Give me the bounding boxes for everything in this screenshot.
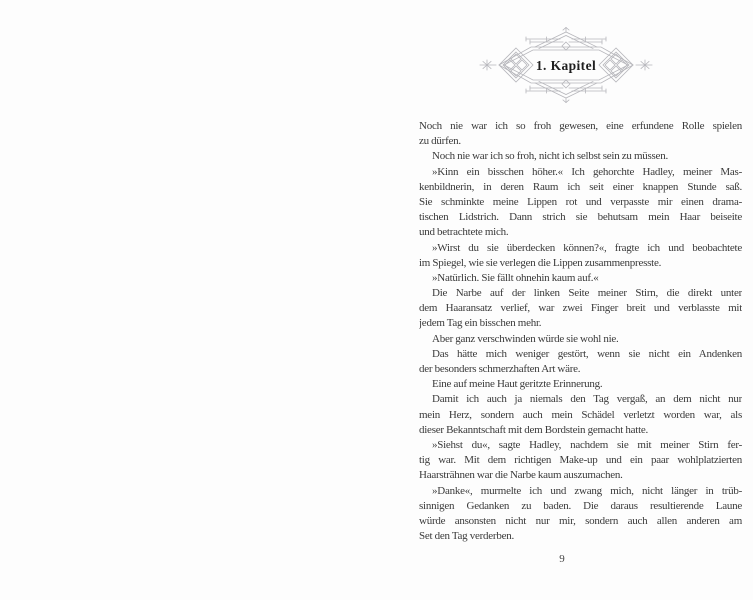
text-line: jedem Tag ein bisschen mehr. (419, 317, 542, 330)
text-line: »Siehst du«, sagte Hadley, nachdem sie mit meiner Stirn fer- (432, 438, 742, 451)
text-line: der besonders schmerzhaften Art wäre. (419, 363, 581, 375)
text-line: Die Narbe auf der linken Seite meiner Stirn, die direkt unter (432, 287, 742, 300)
text-line: kenbildnerin, in deren Raum ich seit einer knappen Stunde saß. (419, 180, 742, 193)
text-line: und betrachtete mich. (419, 226, 509, 239)
text-line: Aber ganz verschwinden würde sie wohl nie. (432, 332, 619, 345)
text-line: »Wirst du sie überdecken können?«, fragte ich und beobachtete (432, 241, 742, 254)
text-line: »Kinn ein bisschen höher.« Ich gehorchte Hadley, meiner Mas- (432, 165, 742, 178)
text-line: tig war. Mit dem richtigen Make-up und ein paar wohlplatzierten (419, 454, 742, 467)
text-block (419, 119, 742, 544)
chapter-ornament (477, 27, 655, 103)
text-line: sinnigen Gedanken zu baden. Die daraus resultierende Laune (419, 499, 742, 512)
text-line: würde ansonsten nicht nur mir, sondern auch allen anderen am (419, 514, 742, 527)
text-line: »Natürlich. Sie fällt ohnehin kaum auf.« (432, 271, 599, 284)
text-line: Noch nie war ich so froh, nicht ich selbst sein zu müssen. (432, 150, 668, 163)
text-line: im Spiegel, wie sie verlegen die Lippen zusammenpresste. (419, 256, 662, 269)
text-line: Haarsträhnen war die Narbe kaum auszumachen. (419, 469, 623, 482)
text-line: tischen Lidstrich. Dann strich sie behutsam mein Haar beiseite (419, 211, 742, 224)
text-line: Noch nie war ich so froh gewesen, eine erfundene Rolle spielen (419, 120, 742, 132)
text-line: dieser Bekanntschaft mit dem Bordstein gemacht hatte. (419, 423, 649, 436)
text-line: Sie schminkte meine Lippen rot und verpasste mir einen drama- (419, 195, 742, 208)
chapter-heading: 1. Kapitel (535, 58, 597, 73)
text-line: mein Herz, sondern auch mein Schädel verletzt worden war, als (419, 408, 742, 421)
page-number: 9 (559, 553, 565, 565)
text-line: zu dürfen. (419, 135, 461, 148)
text-line: Set den Tag verderben. (419, 530, 514, 543)
text-line: Das hätte mich weniger gestört, wenn sie nicht ein Andenken (432, 347, 742, 360)
text-line: »Danke«, murmelte ich und zwang mich, nicht länger in trüb- (432, 484, 742, 497)
text-line: dem Haaransatz verlief, war zwei Finger breit und verblasste mit (419, 302, 742, 315)
text-line: Damit ich auch ja niemals den Tag vergaß, an dem nicht nur (432, 393, 742, 406)
text-line: Eine auf meine Haut geritzte Erinnerung. (432, 378, 603, 391)
